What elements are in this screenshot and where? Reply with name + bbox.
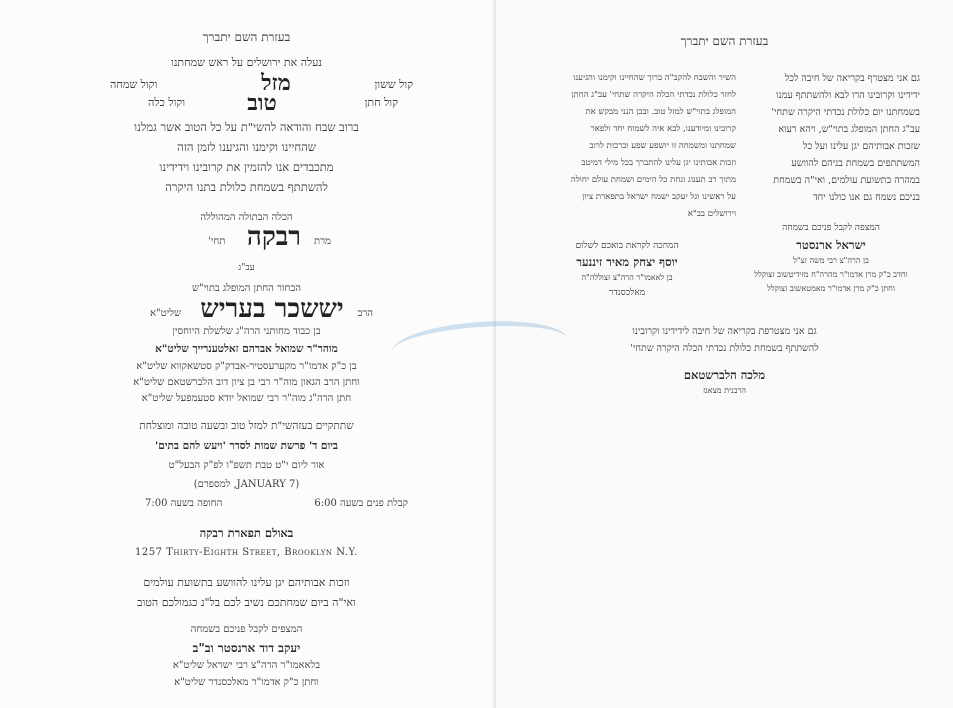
kallah-suffix: תחי' bbox=[208, 236, 226, 247]
body-line-3: מתכבדים אנו להזמין את קרובינו וידידינו bbox=[159, 160, 334, 174]
body-line-1: ברוב שבח והודאה להשי"ת על כל הטוב אשר גמלנו bbox=[134, 120, 359, 134]
hall-address: 1257 Thirty-Eighth Street, Brooklyn N.Y. bbox=[135, 547, 358, 558]
event-gregorian: (JANUARY 7, למספרם) bbox=[193, 479, 300, 490]
event-day: ביום ד' פרשת שמות לסדר 'ויעש להם בתים' bbox=[155, 440, 338, 452]
chosson-name: יששכר בעריש bbox=[200, 294, 344, 324]
tov-word: טוב bbox=[247, 90, 277, 116]
hall-name: באולם תפארת רבקה bbox=[199, 526, 294, 540]
chosson-intro: הבחור החתן המופלג בתוי"ש bbox=[191, 283, 302, 294]
chosson-prefix: הרב bbox=[357, 308, 373, 319]
event-line: שתתקיים בעזהשי"ת למזל טוב ובשעה טובה ומוצלחת bbox=[139, 420, 354, 432]
intro-line: נעלה את ירושלים על ראש שמחתנו bbox=[171, 56, 322, 69]
ubv-line: עב"ג bbox=[238, 263, 255, 273]
mazel-word: מזל bbox=[261, 70, 291, 96]
family-line-5: חתן הרה"ג מוה"ר רבי שמואל יודא סטעמפעל שליט"א bbox=[141, 393, 352, 404]
sig-right-line-3: וחתן כ"ק מרן אדמו"ר מאמטאשוב זצוקלל bbox=[767, 284, 895, 293]
blessing-line-1: וזכות אבותיהם יגן עלינו להוושע בתשועת עולמים bbox=[143, 576, 350, 589]
hosts-intro: המצפים לקבל פניכם בשמחה bbox=[190, 624, 303, 635]
blessing-line-2: ואי"ה ביום שמחתכם נשיב לכם בל"נ כגמולכם הטוב bbox=[137, 596, 356, 609]
right-header: בעזרת השם יתברך bbox=[680, 34, 769, 48]
lower-line-1: גם אני מצטרפת בקריאה של חיבה לידידינו וקרובינו bbox=[632, 326, 817, 337]
kallah-intro: הכלה הבתולה המהוללה bbox=[200, 212, 293, 223]
family-line-4: וחתן הרב הגאון מוה"ר רבי בן ציון דוב הלברשטאם שליט"א bbox=[133, 377, 360, 388]
host-line-1: בלאאמו"ר הרה"צ רבי ישראל שליט"א bbox=[172, 660, 321, 671]
sig-right-name: ישראל ארנסטר bbox=[796, 238, 866, 252]
event-date: אור ליום י"ט טבת תשפ"ו לפ"ק הבעל"ט bbox=[168, 460, 325, 471]
left-column-text: השיר והשבח להקב"ה ברוך שהחיינו וקימנו והגיענו לחזר כלולת נכדתי הכלה היקרה שתחי' עב"ג החתן המופלג בתוי"ש למזל טוב. ובכן הנני מבקש את קרובינו ומיודענו, לבא איה לשמוח יחד ולפאר שמחתנו ומשמחה זו יושפע שפע וברכות לרוב וזכות אבותינו יגן עלינו להתברך בכל מילי דמיטב מתוך רב תענוג ונחת כל הימים ושמחת עולם יחולה על ראשינו וגל יעקב ישמח ישראל בתפארת ציון וירושלים בב"א bbox=[570, 73, 736, 219]
chosson-suffix: שליט"א bbox=[150, 308, 182, 319]
family-line-3: בן כ"ק אדמו"ר מקערעסטיר-אבדק"ק סטשאקווא שליט"א bbox=[136, 361, 357, 372]
host-line-2: וחתן כ"ק אדמו"ר מאלכסנדר שליט"א bbox=[174, 677, 319, 688]
sig-left-intro: המחכה לקראת בואכם לשלום bbox=[575, 241, 679, 251]
sig-right-intro: המצפה לקבל פניכם בשמחה bbox=[782, 223, 880, 233]
sig-right-line-2: וחדב כ"ק מרן אדמו"ר מהרה"ח מזידיטשוב זצוקלל bbox=[754, 270, 908, 279]
chuppah-time: החופה בשעה 7:00 bbox=[145, 498, 223, 509]
sig-right-line-1: בן הרה"צ רבי משה זצ"ל bbox=[793, 256, 869, 265]
kol-simcha: וקול שמחה bbox=[110, 78, 158, 91]
lower-sub: הרבנית מצאנז bbox=[702, 386, 747, 395]
lower-name: מלכה הלברשטאם bbox=[683, 368, 766, 382]
left-header: בעזרת השם יתברך bbox=[202, 30, 291, 44]
kol-kallah: וקול כלה bbox=[148, 96, 186, 109]
body-line-2: שהחיינו וקימנו והגיענו לזמן הזה bbox=[177, 140, 316, 154]
sig-left-name: יוסף יצחק מאיר זיננער bbox=[576, 255, 678, 269]
right-column-text: גם אני מצטרף בקריאה של חיבה לכל ידידינו וקרובינו הרו לבא ולהשתתף עמנו בשמחתנו יום כלולת נכדתי היקרה שתחי' עב"ג החתן המופלג בתוי"ש, ויהא רעוא שזכות אבותיהם יגן עלינו ועל כל המשתתפים בשמחת בניהם להוושע במהרה בתשועת עולמים, ואי"ה בשמחת בניכם נשמח גם אנו כולנו יחד bbox=[771, 73, 920, 203]
kallah-prefix: מרת bbox=[314, 236, 331, 247]
sig-left-line-2: מאלכסנדר bbox=[608, 288, 646, 298]
lower-line-2: להשתתף בשמחת כלולת נכדתי הכלה היקרה שתחי' bbox=[630, 343, 819, 354]
kol-sason: קול ששון bbox=[374, 78, 413, 91]
kol-chosson: קול חתן bbox=[364, 96, 398, 109]
kabbalas-panim-time: קבלת פנים בשעה 6:00 bbox=[314, 498, 408, 509]
kallah-name: רבקה bbox=[246, 222, 302, 252]
body-line-4: להשתתף בשמחת כלולת בתנו היקרה bbox=[165, 180, 328, 194]
sig-left-line-1: בן לאאמו"ר הרה"צ זצוללה"ה bbox=[581, 273, 673, 282]
family-line-2: מוהר"ר שמואל אברהם זאלטענרייך שליט"א bbox=[155, 343, 338, 355]
host-name: יעקב דוד ארנסטר וב"ב bbox=[192, 641, 301, 655]
family-line-1: בן כבוד מחותני הרה"ג שלשלת היוחסין bbox=[172, 326, 321, 337]
